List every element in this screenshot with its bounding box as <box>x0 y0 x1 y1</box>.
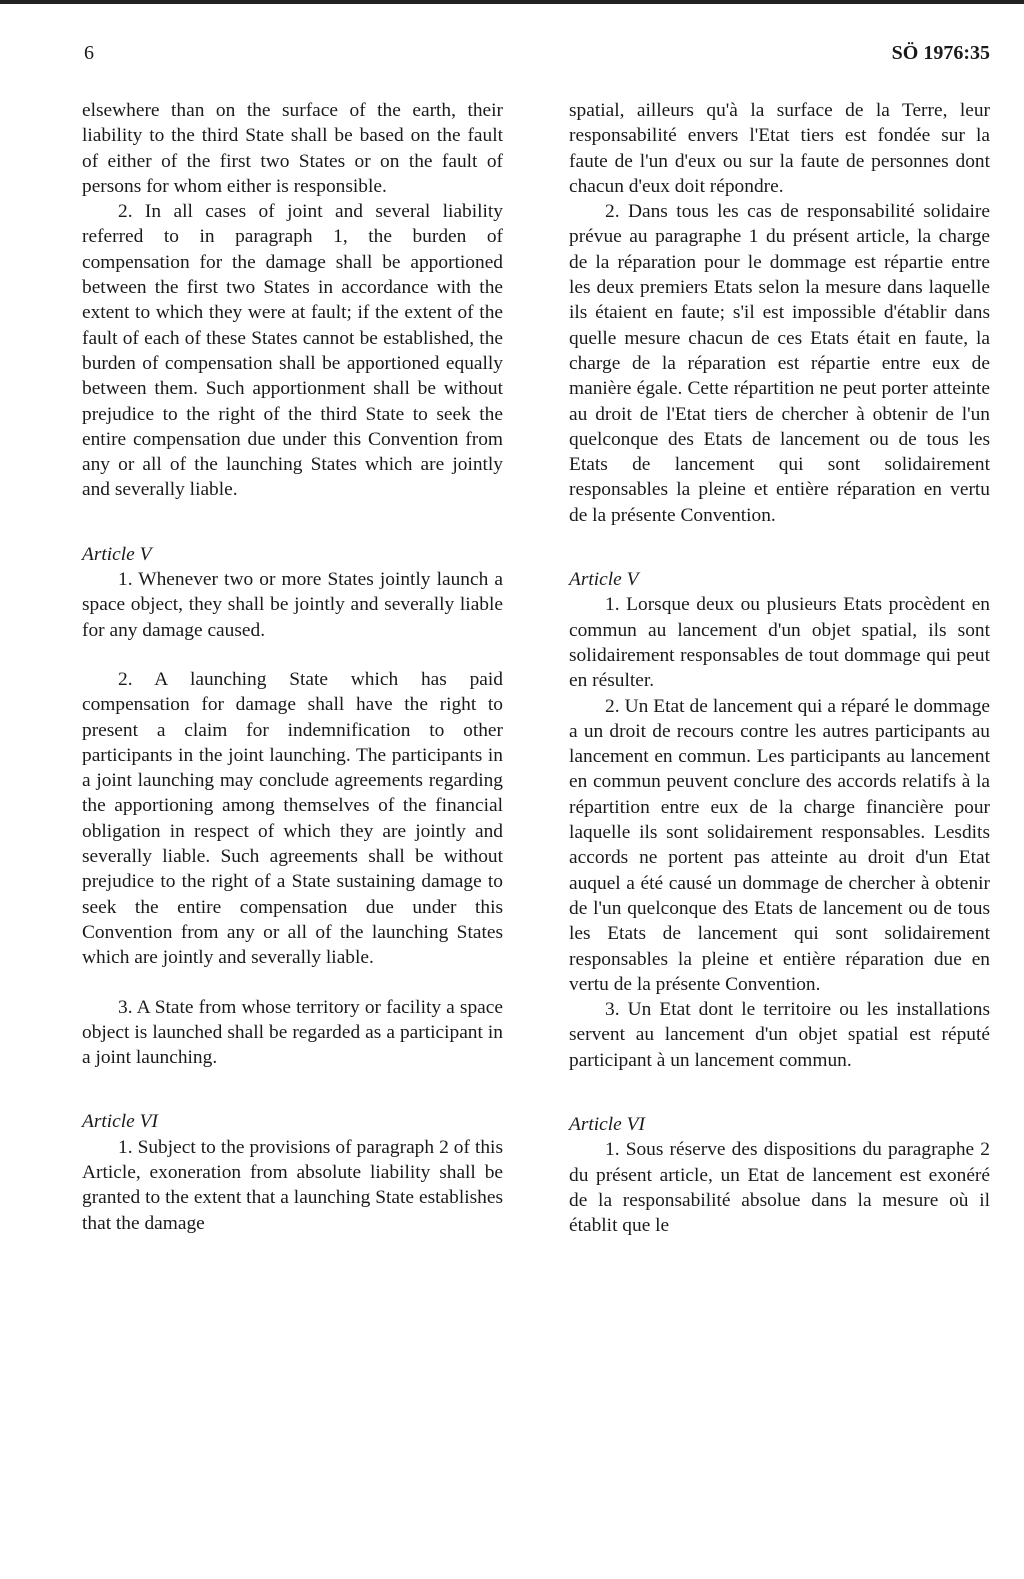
page-number: 6 <box>84 42 94 64</box>
english-column <box>82 98 503 1236</box>
english-article-vi-heading: Article VI <box>82 1111 158 1133</box>
french-article-v-paragraph-1: 1. Lorsque deux ou plusieurs Etats procèdent en commun au lancement d'un objet spatial, ils sont solidairement responsables de tout dommage qui peut en résulter. <box>569 594 990 692</box>
french-article-vi-paragraph-1: 1. Sous réserve des dispositions du paragraphe 2 du présent article, un Etat de lancement est exonéré de la responsabilité absolue dans la mesure où il établit que le <box>569 1139 990 1237</box>
english-article-v-heading: Article V <box>82 543 152 565</box>
french-article-v-heading: Article V <box>569 569 639 591</box>
french-paragraph-2: 2. Dans tous les cas de responsabilité solidaire prévue au paragraphe 1 du présent article, la charge de la réparation pour le dommage est répartie entre les deux premiers Etats selon la mesure dans laquelle ils étaient en faute; s'il est impossible d'établir dans quelle mesure chacun de ces Etats était en faute, la charge de la réparation est répartie entre eux de manière égale. Cette répartition ne peut porter atteinte au droit de l'Etat tiers de chercher à obtenir de l'un quelconque des Etats de lancement ou de tous les Etats de lancement qui sont solidairement responsables la pleine et entière réparation en vertu de la présente Convention. <box>569 201 990 526</box>
french-column <box>569 98 990 1238</box>
document-reference: SÖ 1976:35 <box>891 42 990 64</box>
top-rule <box>0 0 1024 4</box>
french-article-vi-heading: Article VI <box>569 1113 645 1135</box>
english-continuation-paragraph: elsewhere than on the surface of the earth, their liability to the third State shall be based on the fault of either of the first two States or on the fault of persons for whom either is responsible. <box>82 100 503 197</box>
english-article-v-paragraph-2: 2. A launching State which has paid compensation for damage shall have the right to present a claim for indemnification to other participants in the joint launching. The participants in a joint launching may conclude agreements regarding the apportioning among themselves of the financial obligation in respect of which they are jointly and severally liable. Such agreements shall be without prejudice to the right of a State sustaining damage to seek the entire compensation due under this Convention from any or all of the launching States which are jointly and severally liable. <box>82 668 503 969</box>
english-paragraph-2: 2. In all cases of joint and several liability referred to in paragraph 1, the burden of compensation for the damage shall be apportioned between the first two States in accordance with the extent to which they were at fault; if the extent of the fault of each of these States cannot be established, the burden of compensation shall be apportioned equally between them. Such apportionment shall be without prejudice to the right of the third State to seek the entire compensation due under this Convention from any or all of the launching States which are jointly and severally liable. <box>82 201 503 501</box>
french-continuation-paragraph: spatial, ailleurs qu'à la surface de la Terre, leur responsabilité envers l'Etat tiers est fondée sur la faute de l'un d'eux ou sur la faute de personnes dont chacun d'eux doit répondre. <box>569 100 990 197</box>
french-article-v-paragraph-3: 3. Un Etat dont le territoire ou les installations servent au lancement d'un objet spatial est réputé participant à un lancement commun. <box>569 999 990 1071</box>
english-article-v-paragraph-3: 3. A State from whose territory or facility a space object is launched shall be regarded as a participant in a joint launching. <box>82 996 503 1069</box>
english-article-v-paragraph-1: 1. Whenever two or more States jointly launch a space object, they shall be jointly and severally liable for any damage caused. <box>82 569 503 641</box>
french-article-v-paragraph-2: 2. Un Etat de lancement qui a réparé le dommage a un droit de recours contre les autres participants au lancement en commun. Les participants au lancement en commun peuvent conclure des accords relatifs à la répartition entre eux de la charge financière pour laquelle ils sont solidairement responsables. Lesdits accords ne portent pas atteinte au droit d'un Etat auquel a été causé un dommage de chercher à obtenir de l'un quelconque des Etats de lancement ou de tous les Etats de lancement qui sont solidairement responsables la pleine et entière réparation due en vertu de la présente Convention. <box>569 695 990 995</box>
english-article-vi-paragraph-1: 1. Subject to the provisions of paragraph 2 of this Article, exoneration from absolute liability shall be granted to the extent that a launching State establishes that the damage <box>82 1136 503 1234</box>
